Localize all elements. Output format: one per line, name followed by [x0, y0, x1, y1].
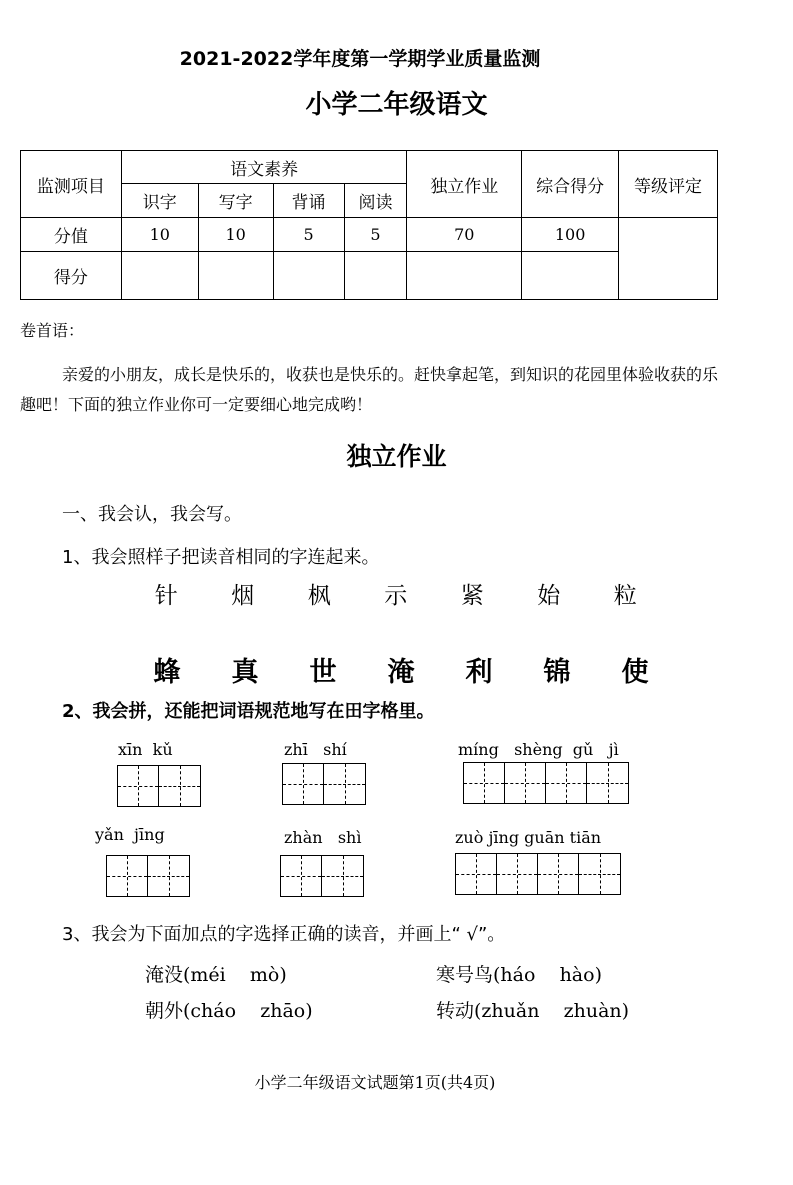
tianzige-cell[interactable] — [546, 763, 587, 803]
match-char-bottom[interactable]: 淹 — [387, 657, 415, 688]
tianzige-cell[interactable] — [497, 854, 538, 894]
match-char-top[interactable]: 紧 — [460, 583, 484, 609]
reading-choice[interactable]: 寒号鸟(háo hào) — [436, 964, 602, 986]
tianzige-cell[interactable] — [283, 764, 324, 804]
exam-subtitle: 小学二年级语文 — [305, 90, 488, 120]
tianzige-cell[interactable] — [456, 854, 497, 894]
tianzige-cell[interactable] — [118, 766, 159, 806]
reading-choice[interactable]: 朝外(cháo zhāo) — [145, 1000, 313, 1022]
tianzige-grid[interactable] — [106, 855, 190, 897]
tianzige-grid[interactable] — [117, 765, 201, 807]
tianzige-grid[interactable] — [280, 855, 364, 897]
page-footer: 小学二年级语文试题第1页(共4页) — [254, 1073, 496, 1092]
match-char-bottom[interactable]: 使 — [621, 657, 649, 688]
pinyin-label: zhī shí — [284, 740, 347, 759]
tianzige-cell[interactable] — [148, 856, 189, 896]
sub-item-beisong: 背诵 — [273, 184, 344, 218]
match-char-top[interactable]: 粒 — [613, 583, 637, 609]
tianzige-cell[interactable] — [538, 854, 579, 894]
tianzige-cell[interactable] — [107, 856, 148, 896]
pinyin-label: zhàn shì — [284, 828, 362, 847]
group-label: 语文素养 — [121, 151, 407, 184]
pinyin-label: zuò jīng guān tiān — [455, 828, 602, 847]
match-char-bottom[interactable]: 真 — [231, 657, 259, 688]
exam-title: 2021-2022学年度第一学期学业质量监测 — [179, 48, 541, 70]
match-char-top[interactable]: 针 — [154, 583, 178, 609]
value-cell: 10 — [198, 218, 273, 252]
score-table — [20, 150, 718, 300]
reading-choice[interactable]: 转动(zhuǎn zhuàn) — [436, 1000, 630, 1022]
pinyin-label: míng shèng gǔ jì — [458, 740, 619, 759]
match-char-top[interactable]: 示 — [384, 583, 408, 609]
col-grade: 等级评定 — [619, 151, 718, 218]
value-cell: 5 — [273, 218, 344, 252]
value-cell: 5 — [344, 218, 407, 252]
top-chars-row — [128, 577, 664, 610]
grade-cell[interactable] — [619, 218, 718, 300]
pinyin-label: yǎn jīng — [95, 825, 165, 844]
tianzige-cell[interactable] — [464, 763, 505, 803]
match-char-bottom[interactable]: 蜂 — [153, 657, 181, 688]
tianzige-cell[interactable] — [322, 856, 363, 896]
tianzige-cell[interactable] — [159, 766, 200, 806]
row-value-label: 分值 — [21, 218, 122, 252]
q2-text: 2、我会拼，还能把词语规范地写在田字格里。 — [62, 701, 435, 722]
score-cell[interactable] — [273, 252, 344, 300]
value-cell: 100 — [522, 218, 619, 252]
tianzige-grid[interactable] — [455, 853, 621, 895]
match-char-bottom[interactable]: 世 — [309, 657, 337, 688]
q1-text: 1、我会照样子把读音相同的字连起来。 — [62, 547, 380, 568]
q3-text: 3、我会为下面加点的字选择正确的读音，并画上“ √”。 — [62, 924, 506, 945]
col-total: 综合得分 — [522, 151, 619, 218]
value-cell: 70 — [407, 218, 522, 252]
col-independent: 独立作业 — [407, 151, 522, 218]
reading-choice[interactable]: 淹没(méi mò) — [145, 964, 287, 986]
score-cell[interactable] — [407, 252, 522, 300]
item-label: 监测项目 — [21, 151, 122, 218]
preface-text: 亲爱的小朋友，成长是快乐的，收获也是快乐的。赶快拿起笔，到知识的花园里体验收获的乐趣吧！下面的独立作业你可一定要细心地完成哟！ — [20, 365, 719, 414]
sub-item-yuedu: 阅读 — [344, 184, 407, 218]
part1-title: 一、我会认，我会写。 — [62, 504, 242, 525]
match-char-top[interactable]: 始 — [537, 583, 561, 609]
row-score-label: 得分 — [21, 252, 122, 300]
score-cell[interactable] — [121, 252, 198, 300]
tianzige-cell[interactable] — [587, 763, 628, 803]
tianzige-cell[interactable] — [281, 856, 322, 896]
tianzige-grid[interactable] — [463, 762, 629, 804]
bottom-chars-row — [128, 650, 674, 689]
score-cell[interactable] — [198, 252, 273, 300]
match-char-bottom[interactable]: 锦 — [543, 657, 571, 688]
tianzige-grid[interactable] — [282, 763, 366, 805]
match-char-top[interactable]: 烟 — [231, 583, 255, 609]
value-cell: 10 — [121, 218, 198, 252]
tianzige-cell[interactable] — [324, 764, 365, 804]
match-char-bottom[interactable]: 利 — [465, 657, 493, 688]
preface-label: 卷首语： — [20, 321, 85, 340]
score-cell[interactable] — [344, 252, 407, 300]
match-char-top[interactable]: 枫 — [307, 583, 331, 609]
sub-item-shizi: 识字 — [121, 184, 198, 218]
pinyin-label: xīn kǔ — [118, 740, 173, 759]
tianzige-cell[interactable] — [505, 763, 546, 803]
sub-item-xiezi: 写字 — [198, 184, 273, 218]
section-title: 独立作业 — [346, 442, 447, 471]
score-cell[interactable] — [522, 252, 619, 300]
tianzige-cell[interactable] — [579, 854, 620, 894]
